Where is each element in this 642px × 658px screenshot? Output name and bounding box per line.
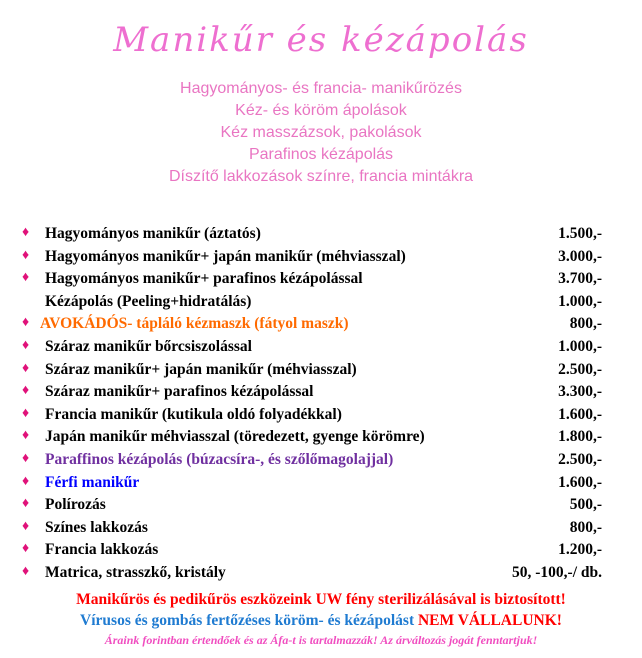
summary-line: Kéz masszázsok, pakolások xyxy=(220,124,422,141)
diamond-bullet-icon: ♦ xyxy=(22,518,30,534)
diamond-bullet-icon: ♦ xyxy=(22,405,30,421)
summary-line: Kéz- és köröm ápolások xyxy=(235,102,407,119)
service-name-rest: - tápláló kézmaszk (fátyol maszk) xyxy=(127,315,349,333)
service-name: Francia lakkozás xyxy=(45,541,159,559)
service-name: Színes lakkozás xyxy=(45,518,148,536)
diamond-bullet-icon: ♦ xyxy=(22,496,30,512)
price-row xyxy=(0,248,642,271)
service-price: 1.500,- xyxy=(558,225,602,242)
service-name: Férfi manikűr xyxy=(45,473,140,491)
service-name: Matrica, strasszkő, kristály xyxy=(45,563,226,581)
service-name: Hagyományos manikűr+ japán manikűr (méhviasszal) xyxy=(45,247,406,265)
diamond-bullet-icon: ♦ xyxy=(22,270,30,286)
service-name: Száraz manikűr bőrcsiszolással xyxy=(45,337,252,355)
diamond-bullet-icon: ♦ xyxy=(22,225,30,240)
service-price: 1.800,- xyxy=(558,428,602,446)
services-summary xyxy=(0,78,642,188)
service-price: 1.600,- xyxy=(558,405,602,423)
service-name: Kézápolás (Peeling+hidratálás) xyxy=(45,292,252,310)
diamond-bullet-icon: ♦ xyxy=(22,360,30,376)
page-title: Manikűr és kézápolás xyxy=(113,20,529,60)
service-name: Paraffinos kézápolás (búzacsíra-, és szőlőmagolajjal) xyxy=(45,450,394,468)
service-name: Japán manikűr méhviasszal (töredezett, gyenge körömre) xyxy=(45,428,425,446)
price-row xyxy=(0,451,642,474)
price-row xyxy=(0,338,642,361)
diamond-bullet-icon: ♦ xyxy=(22,450,30,466)
service-price: 3.000,- xyxy=(558,247,602,265)
service-price: 800,- xyxy=(569,518,602,536)
service-name xyxy=(40,315,349,333)
price-row xyxy=(0,428,642,451)
service-price: 1.200,- xyxy=(558,541,602,559)
diamond-bullet-icon: ♦ xyxy=(22,337,30,353)
service-price: 2.500,- xyxy=(558,360,602,378)
service-name-highlight: AVOKÁDÓS xyxy=(40,315,128,333)
service-price: 800,- xyxy=(569,315,602,333)
service-price: 50, -100,-/ db. xyxy=(512,563,602,581)
price-row xyxy=(0,541,642,564)
diamond-bullet-icon: ♦ xyxy=(22,383,30,399)
diamond-bullet-icon: ♦ xyxy=(22,247,30,263)
price-row xyxy=(0,270,642,293)
price-row xyxy=(0,496,642,519)
service-name: Hagyományos manikűr+ parafinos kézápolással xyxy=(45,270,363,288)
price-disclaimer: Áraink forintban értendőek és az Áfa-t is tartalmazzák! Az árváltozás jogát fenntartjuk! xyxy=(104,633,538,647)
summary-line: Hagyományos- és francia- manikűrözés xyxy=(180,80,462,97)
diamond-bullet-icon: ♦ xyxy=(22,473,30,489)
diamond-bullet-icon: ♦ xyxy=(22,541,30,557)
diamond-bullet-icon: ♦ xyxy=(22,563,30,579)
service-price: 1.000,- xyxy=(558,337,602,355)
service-price: 2.500,- xyxy=(558,450,602,468)
summary-line: Díszítő lakkozások színre, francia mintákra xyxy=(168,168,474,185)
price-row xyxy=(0,315,642,338)
service-name: Francia manikűr (kutikula oldó folyadékkal) xyxy=(45,405,342,423)
diamond-bullet-icon: ♦ xyxy=(22,428,30,444)
refusal-notice-emphasis: NEM VÁLLALUNK! xyxy=(417,612,562,629)
service-price: 1.600,- xyxy=(558,473,602,491)
summary-line: Parafinos kézápolás xyxy=(248,146,394,163)
diamond-bullet-icon: ♦ xyxy=(22,315,30,331)
service-price: 500,- xyxy=(569,496,602,514)
refusal-notice xyxy=(0,612,642,630)
service-price: 3.300,- xyxy=(558,383,602,401)
price-row xyxy=(0,519,642,542)
service-name: Száraz manikűr+ parafinos kézápolással xyxy=(45,383,314,401)
refusal-notice-text: Vírusos és gombás fertőzéses köröm- és kézápolást xyxy=(80,612,418,629)
price-list xyxy=(0,225,642,587)
service-name: Száraz manikűr+ japán manikűr (méhviasszal) xyxy=(45,360,357,378)
price-row xyxy=(0,564,642,587)
price-row xyxy=(0,474,642,497)
service-name: Hagyományos manikűr (áztatós) xyxy=(45,225,261,242)
price-row xyxy=(0,293,642,316)
sterilization-notice: Manikűrös és pedikűrös eszközeink UW fény sterilizálásával is biztosított! xyxy=(76,591,566,608)
price-row xyxy=(0,361,642,384)
price-row xyxy=(0,406,642,429)
price-row xyxy=(0,383,642,406)
price-row xyxy=(0,225,642,248)
service-name: Polírozás xyxy=(45,496,106,514)
service-price: 3.700,- xyxy=(558,270,602,288)
service-price: 1.000,- xyxy=(558,292,602,310)
